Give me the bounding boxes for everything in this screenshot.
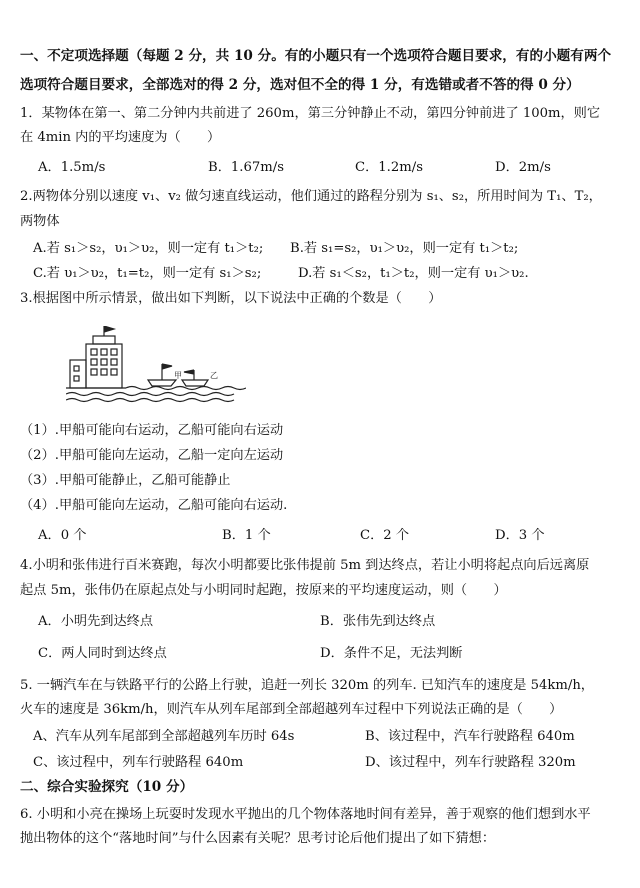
q3-option-b: B．1 个: [222, 528, 271, 543]
q3-figure-label-yi: 乙: [210, 371, 218, 380]
q2-option-c: C.若 υ₁＞υ₂，t₁=t₂，则一定有 s₁＞s₂;: [33, 266, 262, 281]
q3-option-a: A．0 个: [38, 528, 87, 543]
q1-option-c: C．1.2m/s: [355, 160, 423, 175]
section2-heading: 二、综合实验探究（10 分）: [20, 779, 194, 795]
q4-stem-line2: 起点 5m，张伟仍在原起点处与小明同时起跑，按原来的平均速度运动，则（ ）: [20, 583, 507, 598]
q1-option-a: A．1.5m/s: [38, 160, 106, 175]
q3-statement-3: （3）.甲船可能静止，乙船可能静止: [20, 473, 231, 488]
q3-figure-label-jia: 甲: [174, 371, 182, 380]
q4-stem-line1: 4.小明和张伟进行百米赛跑，每次小明都要比张伟提前 5m 到达终点，若让小明将起点向后远离原: [20, 558, 590, 573]
q5-option-a: A、汽车从列车尾部到全部超越列车历时 64s: [33, 729, 295, 744]
q1-stem-line2: 在 4min 内的平均速度为（ ）: [20, 130, 221, 145]
q3-statement-4: （4）.甲船可能向左运动，乙船可能向右运动.: [20, 498, 288, 513]
q2-option-b: B.若 s₁=s₂，υ₁＞υ₂，则一定有 t₁＞t₂;: [290, 241, 519, 256]
q1-stem-line1: 1．某物体在第一、第二分钟内共前进了 260m，第三分钟静止不动，第四分钟前进了 100m，则它: [20, 106, 601, 121]
q5-option-b: B、该过程中，汽车行驶路程 640m: [365, 729, 575, 744]
q4-option-a: A．小明先到达终点: [38, 614, 154, 629]
q5-stem-line1: 5. 一辆汽车在与铁路平行的公路上行驶，追赶一列长 320m 的列车. 已知汽车的速度是 54km/h，: [20, 678, 594, 693]
q2-stem-line2: 两物体: [20, 214, 60, 229]
q4-option-d: D．条件不足，无法判断: [320, 646, 463, 661]
section1-heading-line2: 选项符合题目要求，全部选对的得 2 分，选对但不全的得 1 分，有选错或者不答的得 0 分）: [20, 77, 580, 93]
q6-stem-line2: 抛出物体的这个“落地时间”与什么因素有关呢？思考讨论后他们提出了如下猜想：: [20, 831, 496, 846]
q1-option-d: D．2m/s: [495, 160, 551, 175]
q2-option-a: A.若 s₁＞s₂，υ₁＞υ₂，则一定有 t₁＞t₂;: [33, 241, 264, 256]
q3-stem: 3.根据图中所示情景，做出如下判断，以下说法中正确的个数是（ ）: [20, 291, 442, 306]
q1-option-b: B．1.67m/s: [208, 160, 284, 175]
q6-stem-line1: 6. 小明和小亮在操场上玩耍时发现水平抛出的几个物体落地时间有差异，善于观察的他们想到水平: [20, 807, 591, 822]
section1-heading-line1: 一、不定项选择题（每题 2 分，共 10 分。有的小题只有一个选项符合题目要求，有的小题有两个: [20, 48, 612, 64]
q5-stem-line2: 火车的速度是 36km/h，则汽车从列车尾部到全部超越列车过程中下列说法正确的是（ ）: [20, 702, 563, 717]
q3-statement-2: （2）.甲船可能向左运动，乙船一定向左运动: [20, 448, 284, 463]
q5-option-c: C、该过程中，列车行驶路程 640m: [33, 755, 244, 770]
q3-option-d: D．3 个: [495, 528, 545, 543]
q2-option-d: D.若 s₁＜s₂，t₁＞t₂，则一定有 υ₁＞υ₂.: [298, 266, 529, 281]
q3-option-c: C．2 个: [360, 528, 410, 543]
q3-figure: [66, 326, 246, 406]
q2-stem-line1: 2.两物体分别以速度 v₁、v₂ 做匀速直线运动，他们通过的路程分别为 s₁、s₂，所用时间为 T₁、T₂，: [20, 189, 602, 204]
q4-option-b: B．张伟先到达终点: [320, 614, 436, 629]
q4-option-c: C．两人同时到达终点: [38, 646, 167, 661]
q5-option-d: D、该过程中，列车行驶路程 320m: [365, 755, 576, 770]
q3-statement-1: （1）.甲船可能向右运动，乙船可能向右运动: [20, 423, 284, 438]
